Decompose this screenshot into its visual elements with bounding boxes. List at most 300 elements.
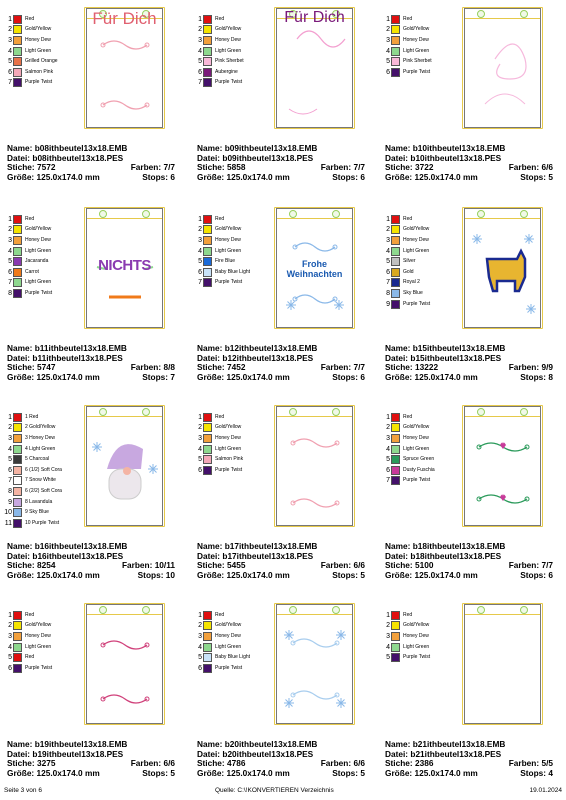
color-swatch xyxy=(13,508,22,517)
thread-number: 6 xyxy=(386,268,390,276)
thread-number: 5 xyxy=(386,258,390,266)
color-swatch xyxy=(391,268,400,277)
thread-number: 5 xyxy=(386,456,390,464)
color-swatch xyxy=(203,236,212,245)
color-swatch xyxy=(13,57,22,66)
design-card xyxy=(0,600,180,790)
thread-color-row xyxy=(194,621,274,632)
color-swatch xyxy=(13,445,22,454)
thread-name: Sky Blue xyxy=(403,289,423,296)
design-card xyxy=(0,402,180,592)
thread-name: Honey Dew xyxy=(403,632,429,639)
design-file: b17ithbeutel13x18.PES xyxy=(222,550,314,561)
thread-number: 5 xyxy=(8,258,12,266)
thread-number: 3 xyxy=(8,632,12,640)
design-card xyxy=(378,4,558,194)
thread-color-row xyxy=(382,14,462,25)
stop-count: 5 xyxy=(360,569,365,580)
thread-name: 6 (2/2) Soft Cora xyxy=(25,487,62,494)
color-swatch xyxy=(13,236,22,245)
design-info: Name: b15ithbeutel13x18.EMB Datei: b15ithbeutel13x18.PES Stiche: 13222 Farben: 9/9 Größe: 125.0x174.0 mm Stops: 8 xyxy=(385,343,553,382)
thread-number: 5 xyxy=(386,58,390,66)
thread-color-row xyxy=(382,278,462,289)
color-swatch xyxy=(391,278,400,287)
thread-name: Gold/Yellow xyxy=(403,424,430,431)
design-size: 125.0x174.0 mm xyxy=(414,371,478,382)
design-info: Name: b17ithbeutel13x18.EMB Datei: b17ithbeutel13x18.PES Stiche: 5455 Farben: 6/6 Größe: 125.0x174.0 mm Stops: 5 xyxy=(197,541,365,580)
thread-name: Gold/Yellow xyxy=(215,226,242,233)
thread-color-row xyxy=(4,46,84,57)
design-info: Name: b09ithbeutel13x18.EMB Datei: b09ithbeutel13x18.PES Stiche: 5858 Farben: 7/7 Größe: 125.0x174.0 mm Stops: 6 xyxy=(197,143,365,182)
stitch-count: 5858 xyxy=(226,162,246,173)
color-count: 5/5 xyxy=(541,758,553,769)
thread-color-row xyxy=(4,497,84,508)
design-card xyxy=(0,4,180,194)
thread-color-row xyxy=(382,46,462,57)
thread-number: 2 xyxy=(386,622,390,630)
design-name: b17ithbeutel13x18.EMB xyxy=(224,541,318,551)
thread-name: Gold/Yellow xyxy=(403,26,430,33)
thread-name: Gold/Yellow xyxy=(215,26,242,33)
thread-color-row xyxy=(194,412,274,423)
stitch-count: 5100 xyxy=(414,560,434,571)
design-name: b21ithbeutel13x18.EMB xyxy=(412,739,506,749)
thread-name: Light Green xyxy=(403,247,430,254)
thread-color-row xyxy=(382,35,462,46)
thread-number: 5 xyxy=(198,456,202,464)
thread-color-row xyxy=(194,214,274,225)
thread-number: 1 xyxy=(386,413,390,421)
design-info: Name: b11ithbeutel13x18.EMB Datei: b11ithbeutel13x18.PES Stiche: 5747 Farben: 8/8 Größe: 125.0x174.0 mm Stops: 7 xyxy=(7,343,175,382)
thread-number: 11 xyxy=(4,519,12,527)
ring-icon xyxy=(142,210,150,218)
thread-color-row xyxy=(4,444,84,455)
color-swatch xyxy=(391,611,400,620)
embroidery-artwork xyxy=(465,9,540,127)
thread-number: 6 xyxy=(198,664,202,672)
thread-number: 6 xyxy=(198,466,202,474)
thread-number: 4 xyxy=(386,247,390,255)
color-swatch xyxy=(391,225,400,234)
ring-icon xyxy=(520,10,528,18)
thread-number: 2 xyxy=(386,424,390,432)
stitch-count: 7572 xyxy=(36,162,56,173)
thread-number: 7 xyxy=(386,477,390,485)
thread-name: Purple Twist xyxy=(25,664,53,671)
thread-color-row xyxy=(194,433,274,444)
thread-name: Red xyxy=(215,611,225,618)
design-name: b10ithbeutel13x18.EMB xyxy=(412,143,506,153)
thread-color-row xyxy=(4,631,84,642)
thread-color-list xyxy=(382,214,462,309)
design-info: Name: b08ithbeutel13x18.EMB Datei: b08ithbeutel13x18.PES Stiche: 7572 Farben: 7/7 Größe: 125.0x174.0 mm Stops: 6 xyxy=(7,143,175,182)
color-swatch xyxy=(203,278,212,287)
thread-number: 3 xyxy=(386,632,390,640)
design-name: b09ithbeutel13x18.EMB xyxy=(224,143,318,153)
thread-name: Red xyxy=(25,611,35,618)
design-name: b20ithbeutel13x18.EMB xyxy=(224,739,318,749)
thread-name: Dusty Fuschia xyxy=(403,466,435,473)
thread-name: Gold xyxy=(403,268,414,275)
color-swatch xyxy=(391,25,400,34)
thread-name: Light Green xyxy=(215,643,242,650)
color-swatch xyxy=(391,15,400,24)
embroidery-artwork xyxy=(277,605,352,723)
thread-name: Carrot xyxy=(25,268,39,275)
ring-icon xyxy=(520,210,528,218)
design-name: b11ithbeutel13x18.EMB xyxy=(34,343,127,353)
color-swatch xyxy=(13,487,22,496)
embroidery-artwork xyxy=(87,9,162,127)
design-card xyxy=(190,402,370,592)
thread-number: 3 xyxy=(198,36,202,44)
print-date: 19.01.2024 xyxy=(529,787,562,794)
design-size: 125.0x174.0 mm xyxy=(414,767,478,778)
thread-number: 4 xyxy=(8,247,12,255)
color-swatch xyxy=(13,15,22,24)
design-size: 125.0x174.0 mm xyxy=(226,171,290,182)
color-swatch xyxy=(203,257,212,266)
thread-color-list xyxy=(194,214,274,288)
thread-name: Purple Twist xyxy=(403,477,431,484)
color-swatch xyxy=(391,466,400,475)
thread-name: 1 Red xyxy=(25,413,39,420)
thread-number: 1 xyxy=(8,413,12,421)
thread-number: 4 xyxy=(386,445,390,453)
design-size: 125.0x174.0 mm xyxy=(414,171,478,182)
page-number: Seite 3 von 6 xyxy=(4,787,42,794)
thread-color-list xyxy=(4,610,84,674)
ring-icon xyxy=(289,606,297,614)
color-count: 7/7 xyxy=(163,162,175,173)
thread-number: 4 xyxy=(198,247,202,255)
thread-name: Honey Dew xyxy=(25,236,51,243)
design-file: b09ithbeutel13x18.PES xyxy=(222,152,314,163)
color-swatch xyxy=(391,413,400,422)
design-card xyxy=(190,600,370,790)
color-swatch xyxy=(203,621,212,630)
thread-color-row xyxy=(4,246,84,257)
design-size: 125.0x174.0 mm xyxy=(226,767,290,778)
thread-name: Red xyxy=(215,413,225,420)
embroidery-artwork xyxy=(465,407,540,525)
thread-color-row xyxy=(382,256,462,267)
thread-number: 3 xyxy=(386,434,390,442)
thread-number: 6 xyxy=(8,664,12,672)
color-swatch xyxy=(203,68,212,77)
color-swatch xyxy=(13,455,22,464)
thread-color-row xyxy=(194,67,274,78)
thread-color-row xyxy=(194,256,274,267)
thread-color-row xyxy=(194,454,274,465)
thread-name: 10 Purple Twist xyxy=(25,519,60,526)
ring-icon xyxy=(142,408,150,416)
ring-icon xyxy=(477,10,485,18)
stitch-count: 7452 xyxy=(226,362,246,373)
thread-color-row xyxy=(382,642,462,653)
design-preview xyxy=(464,8,541,128)
thread-number: 3 xyxy=(386,236,390,244)
thread-name: Gold/Yellow xyxy=(215,424,242,431)
ring-icon xyxy=(289,408,297,416)
design-file: b19ithbeutel13x18.PES xyxy=(32,748,124,759)
color-swatch xyxy=(13,68,22,77)
thread-name: Gold/Yellow xyxy=(25,26,52,33)
thread-number: 6 xyxy=(386,466,390,474)
color-swatch xyxy=(203,57,212,66)
thread-name: 3 Honey Dew xyxy=(25,434,56,441)
embroidery-artwork xyxy=(87,209,162,327)
design-size: 125.0x174.0 mm xyxy=(36,171,100,182)
thread-name: Light Green xyxy=(25,47,52,54)
color-swatch xyxy=(391,57,400,66)
thread-number: 6 xyxy=(8,68,12,76)
design-file: b08ithbeutel13x18.PES xyxy=(32,152,124,163)
thread-number: 3 xyxy=(8,434,12,442)
color-swatch xyxy=(203,215,212,224)
thread-number: 2 xyxy=(386,26,390,34)
thread-color-list xyxy=(382,610,462,663)
thread-color-list xyxy=(194,412,274,476)
thread-name: Purple Twist xyxy=(215,279,243,286)
thread-color-row xyxy=(194,610,274,621)
thread-color-row xyxy=(194,46,274,57)
thread-name: Red xyxy=(25,654,35,661)
thread-number: 2 xyxy=(386,226,390,234)
thread-number: 5 xyxy=(198,258,202,266)
thread-number: 2 xyxy=(198,226,202,234)
thread-name: 4 Light Green xyxy=(25,445,56,452)
thread-color-row xyxy=(194,652,274,663)
color-swatch xyxy=(13,247,22,256)
thread-name: Light Green xyxy=(403,47,430,54)
thread-color-row xyxy=(4,225,84,236)
thread-name: Red xyxy=(403,15,413,22)
thread-number: 6 xyxy=(198,268,202,276)
ring-icon xyxy=(477,606,485,614)
ring-icon xyxy=(99,408,107,416)
thread-number: 4 xyxy=(198,47,202,55)
thread-name: Purple Twist xyxy=(403,654,431,661)
thread-color-row xyxy=(194,235,274,246)
color-swatch xyxy=(13,632,22,641)
color-swatch xyxy=(13,225,22,234)
thread-color-list xyxy=(194,14,274,88)
design-preview xyxy=(464,406,541,526)
color-count: 6/6 xyxy=(163,758,175,769)
thread-number: 9 xyxy=(8,498,12,506)
thread-color-row xyxy=(194,642,274,653)
thread-color-row xyxy=(382,621,462,632)
thread-name: 6 (1/2) Soft Cora xyxy=(25,466,62,473)
embroidery-artwork xyxy=(465,209,540,327)
design-file: b10ithbeutel13x18.PES xyxy=(410,152,502,163)
color-swatch xyxy=(13,519,22,528)
color-swatch xyxy=(13,643,22,652)
thread-color-row xyxy=(194,56,274,67)
thread-name: Red xyxy=(403,215,413,222)
thread-color-row xyxy=(4,25,84,36)
thread-color-row xyxy=(4,663,84,674)
thread-name: Pink Sherbet xyxy=(403,58,432,65)
thread-color-row xyxy=(382,267,462,278)
design-preview xyxy=(86,8,163,128)
embroidery-artwork xyxy=(465,605,540,723)
thread-color-row xyxy=(4,621,84,632)
thread-number: 10 xyxy=(4,509,12,517)
design-file: b12ithbeutel13x18.PES xyxy=(222,352,314,363)
thread-name: Light Green xyxy=(25,643,52,650)
thread-name: Red xyxy=(215,15,225,22)
embroidery-artwork xyxy=(87,605,162,723)
thread-color-row xyxy=(4,278,84,289)
thread-number: 7 xyxy=(386,279,390,287)
source-path: Quelle: C:\!KONVERTIEREN Verzeichnis xyxy=(215,787,334,794)
thread-color-row xyxy=(4,507,84,518)
color-swatch xyxy=(203,15,212,24)
thread-name: 2 Gold/Yellow xyxy=(25,424,56,431)
thread-number: 5 xyxy=(386,654,390,662)
design-info: Name: b20ithbeutel13x18.EMB Datei: b20ithbeutel13x18.PES Stiche: 4786 Farben: 6/6 Größe: 125.0x174.0 mm Stops: 5 xyxy=(197,739,365,778)
color-swatch xyxy=(391,632,400,641)
stop-count: 10 xyxy=(165,569,175,580)
design-info: Name: b10ithbeutel13x18.EMB Datei: b10ithbeutel13x18.PES Stiche: 3722 Farben: 6/6 Größe: 125.0x174.0 mm Stops: 5 xyxy=(385,143,553,182)
design-name: b19ithbeutel13x18.EMB xyxy=(34,739,128,749)
thread-number: 1 xyxy=(8,15,12,23)
thread-color-list xyxy=(4,214,84,299)
thread-number: 1 xyxy=(8,215,12,223)
design-file: b15ithbeutel13x18.PES xyxy=(410,352,502,363)
color-swatch xyxy=(391,289,400,298)
color-swatch xyxy=(391,47,400,56)
thread-name: Light Green xyxy=(403,643,430,650)
color-swatch xyxy=(203,225,212,234)
thread-color-row xyxy=(194,246,274,257)
embroidery-artwork xyxy=(277,9,352,127)
thread-name: Grilled Orange xyxy=(25,58,58,65)
design-file: b11ithbeutel13x18.PES xyxy=(32,352,123,363)
color-swatch xyxy=(203,36,212,45)
ring-icon xyxy=(520,408,528,416)
thread-number: 2 xyxy=(198,424,202,432)
thread-name: 5 Charcoal xyxy=(25,456,50,463)
thread-color-row xyxy=(382,225,462,236)
embroidery-artwork xyxy=(277,407,352,525)
design-size: 125.0x174.0 mm xyxy=(414,569,478,580)
thread-color-row xyxy=(4,67,84,78)
thread-number: 3 xyxy=(386,36,390,44)
ring-icon xyxy=(332,10,340,18)
thread-number: 4 xyxy=(198,445,202,453)
color-swatch xyxy=(13,36,22,45)
thread-color-row xyxy=(194,78,274,89)
thread-color-row xyxy=(382,631,462,642)
thread-number: 1 xyxy=(198,15,202,23)
thread-name: Red xyxy=(25,15,35,22)
color-count: 6/6 xyxy=(541,162,553,173)
thread-number: 4 xyxy=(198,643,202,651)
design-info: Name: b19ithbeutel13x18.EMB Datei: b19ithbeutel13x18.PES Stiche: 3275 Farben: 6/6 Größe: 125.0x174.0 mm Stops: 5 xyxy=(7,739,175,778)
color-count: 8/8 xyxy=(163,362,175,373)
thread-name: Purple Twist xyxy=(215,466,243,473)
color-swatch xyxy=(13,47,22,56)
thread-color-row xyxy=(4,256,84,267)
color-count: 6/6 xyxy=(353,758,365,769)
thread-name: Spruce Green xyxy=(403,456,435,463)
thread-color-row xyxy=(382,246,462,257)
thread-number: 5 xyxy=(198,58,202,66)
stitch-count: 3275 xyxy=(36,758,56,769)
design-preview xyxy=(276,604,353,724)
thread-name: Light Green xyxy=(403,445,430,452)
color-swatch xyxy=(391,434,400,443)
thread-number: 2 xyxy=(198,26,202,34)
stitch-count: 2386 xyxy=(414,758,434,769)
embroidery-artwork xyxy=(87,407,162,525)
color-swatch xyxy=(391,445,400,454)
thread-name: Royal 2 xyxy=(403,279,420,286)
design-preview xyxy=(276,406,353,526)
design-lettering: Für Dich xyxy=(92,9,157,28)
thread-name: Silver xyxy=(403,258,416,265)
thread-number: 7 xyxy=(8,477,12,485)
stop-count: 8 xyxy=(548,371,553,382)
thread-name: Pink Sherbet xyxy=(215,58,244,65)
stop-count: 6 xyxy=(170,171,175,182)
thread-number: 2 xyxy=(8,622,12,630)
thread-name: Red xyxy=(403,611,413,618)
thread-color-row xyxy=(382,67,462,78)
thread-name: Honey Dew xyxy=(215,236,241,243)
thread-name: Light Green xyxy=(215,247,242,254)
thread-number: 4 xyxy=(8,47,12,55)
thread-number: 8 xyxy=(386,289,390,297)
thread-name: Gold/Yellow xyxy=(215,622,242,629)
embroidery-artwork xyxy=(277,209,352,327)
thread-number: 1 xyxy=(198,215,202,223)
thread-color-row xyxy=(4,423,84,434)
color-swatch xyxy=(203,47,212,56)
color-swatch xyxy=(203,632,212,641)
thread-number: 3 xyxy=(198,434,202,442)
thread-name: Honey Dew xyxy=(403,36,429,43)
thread-name: Red xyxy=(403,413,413,420)
color-swatch xyxy=(13,611,22,620)
thread-color-row xyxy=(4,518,84,529)
thread-color-row xyxy=(382,433,462,444)
thread-number: 6 xyxy=(8,466,12,474)
color-swatch xyxy=(203,25,212,34)
thread-color-row xyxy=(194,225,274,236)
thread-number: 1 xyxy=(198,413,202,421)
thread-color-row xyxy=(194,35,274,46)
thread-color-row xyxy=(382,454,462,465)
design-size: 125.0x174.0 mm xyxy=(36,569,100,580)
design-preview xyxy=(86,604,163,724)
color-count: 10/11 xyxy=(154,560,175,571)
thread-color-row xyxy=(4,454,84,465)
thread-number: 1 xyxy=(198,611,202,619)
thread-color-row xyxy=(382,423,462,434)
design-lettering: NICHTS xyxy=(98,257,151,274)
color-swatch xyxy=(391,653,400,662)
thread-color-row xyxy=(194,278,274,289)
thread-name: Honey Dew xyxy=(25,632,51,639)
color-swatch xyxy=(13,621,22,630)
thread-color-row xyxy=(194,423,274,434)
design-preview xyxy=(276,208,353,328)
design-name: b15ithbeutel13x18.EMB xyxy=(412,343,506,353)
